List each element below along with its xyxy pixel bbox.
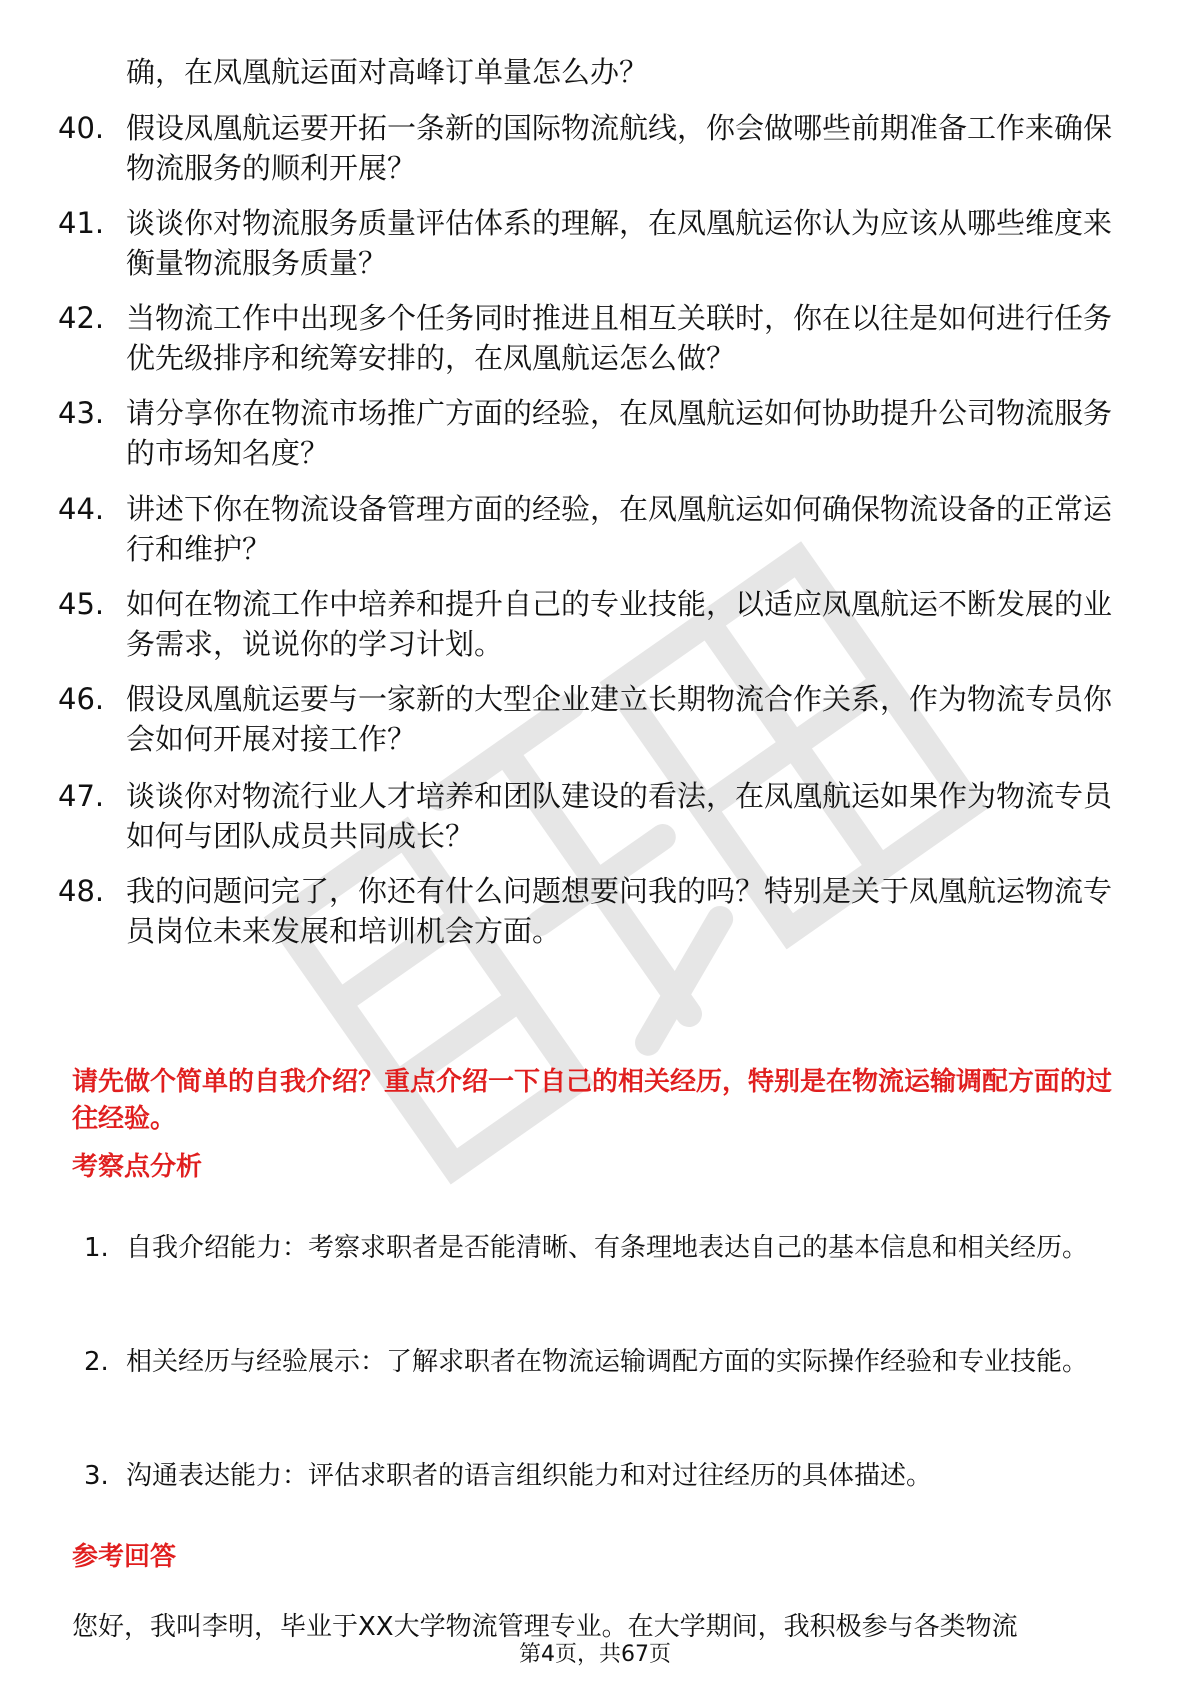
question-number: 44.: [58, 492, 105, 526]
question-item-47: [58, 776, 1118, 856]
question-text: 讲述下你在物流设备管理方面的经验，在凤凰航运如何确保物流设备的正常运行和维护？: [126, 492, 1113, 566]
analysis-point-text: 沟通表达能力：评估求职者的语言组织能力和对过往经历的具体描述。: [126, 1461, 933, 1491]
analysis-point-number: 1.: [84, 1233, 109, 1263]
question-item-48: [58, 871, 1118, 951]
question-39-continuation: 确，在凤凰航运面对高峰订单量怎么办？: [126, 55, 649, 89]
highlight-question: 请先做个简单的自我介绍？重点介绍一下自己的相关经历，特别是在物流运输调配方面的过往经验。: [72, 1067, 1113, 1134]
question-number: 46.: [58, 682, 105, 716]
question-number: 45.: [58, 587, 105, 621]
question-text: 请分享你在物流市场推广方面的经验，在凤凰航运如何协助提升公司物流服务的市场知名度？: [126, 396, 1113, 470]
analysis-point-number: 3.: [84, 1461, 109, 1491]
page-footer: 第4页，共67页: [0, 1640, 1190, 1670]
question-item-43: [58, 393, 1118, 473]
question-item-41: [58, 203, 1118, 283]
question-text: 谈谈你对物流服务质量评估体系的理解，在凤凰航运你认为应该从哪些维度来衡量物流服务质量？: [126, 206, 1113, 280]
question-number: 40.: [58, 111, 105, 145]
question-item-44: [58, 489, 1118, 569]
question-text: 当物流工作中出现多个任务同时推进且相互关联时，你在以往是如何进行任务优先级排序和统筹安排的，在凤凰航运怎么做？: [126, 301, 1113, 375]
question-number: 41.: [58, 206, 105, 240]
question-item-45: [58, 584, 1118, 664]
reference-answer-text: 您好，我叫李明，毕业于XX大学物流管理专业。在大学期间，我积极参与各类物流: [72, 1612, 1018, 1640]
analysis-point-3: [84, 1448, 1124, 1504]
analysis-heading: 考察点分析: [72, 1152, 203, 1182]
question-item-42: [58, 298, 1118, 378]
analysis-point-text: 相关经历与经验展示：了解求职者在物流运输调配方面的实际操作经验和专业技能。: [126, 1347, 1089, 1377]
question-text: 谈谈你对物流行业人才培养和团队建设的看法，在凤凰航运如果作为物流专员如何与团队成员共同成长？: [126, 779, 1113, 853]
question-number: 42.: [58, 301, 105, 335]
question-text: 我的问题问完了，你还有什么问题想要问我的吗？特别是关于凤凰航运物流专员岗位未来发展和培训机会方面。: [126, 874, 1113, 948]
question-item-46: [58, 679, 1118, 759]
analysis-point-2: [84, 1334, 1124, 1390]
question-number: 48.: [58, 874, 105, 908]
analysis-point-text: 自我介绍能力：考察求职者是否能清晰、有条理地表达自己的基本信息和相关经历。: [126, 1233, 1089, 1263]
question-number: 43.: [58, 396, 105, 430]
analysis-point-number: 2.: [84, 1347, 109, 1377]
analysis-point-1: [84, 1220, 1124, 1276]
question-text: 假设凤凰航运要与一家新的大型企业建立长期物流合作关系，作为物流专员你会如何开展对接工作？: [126, 682, 1113, 756]
reference-heading: 参考回答: [72, 1542, 177, 1572]
question-text: 如何在物流工作中培养和提升自己的专业技能，以适应凤凰航运不断发展的业务需求，说说你的学习计划。: [126, 587, 1113, 661]
question-number: 47.: [58, 779, 105, 813]
question-item-40: [58, 108, 1118, 188]
question-text: 假设凤凰航运要开拓一条新的国际物流航线，你会做哪些前期准备工作来确保物流服务的顺利开展？: [126, 111, 1113, 185]
